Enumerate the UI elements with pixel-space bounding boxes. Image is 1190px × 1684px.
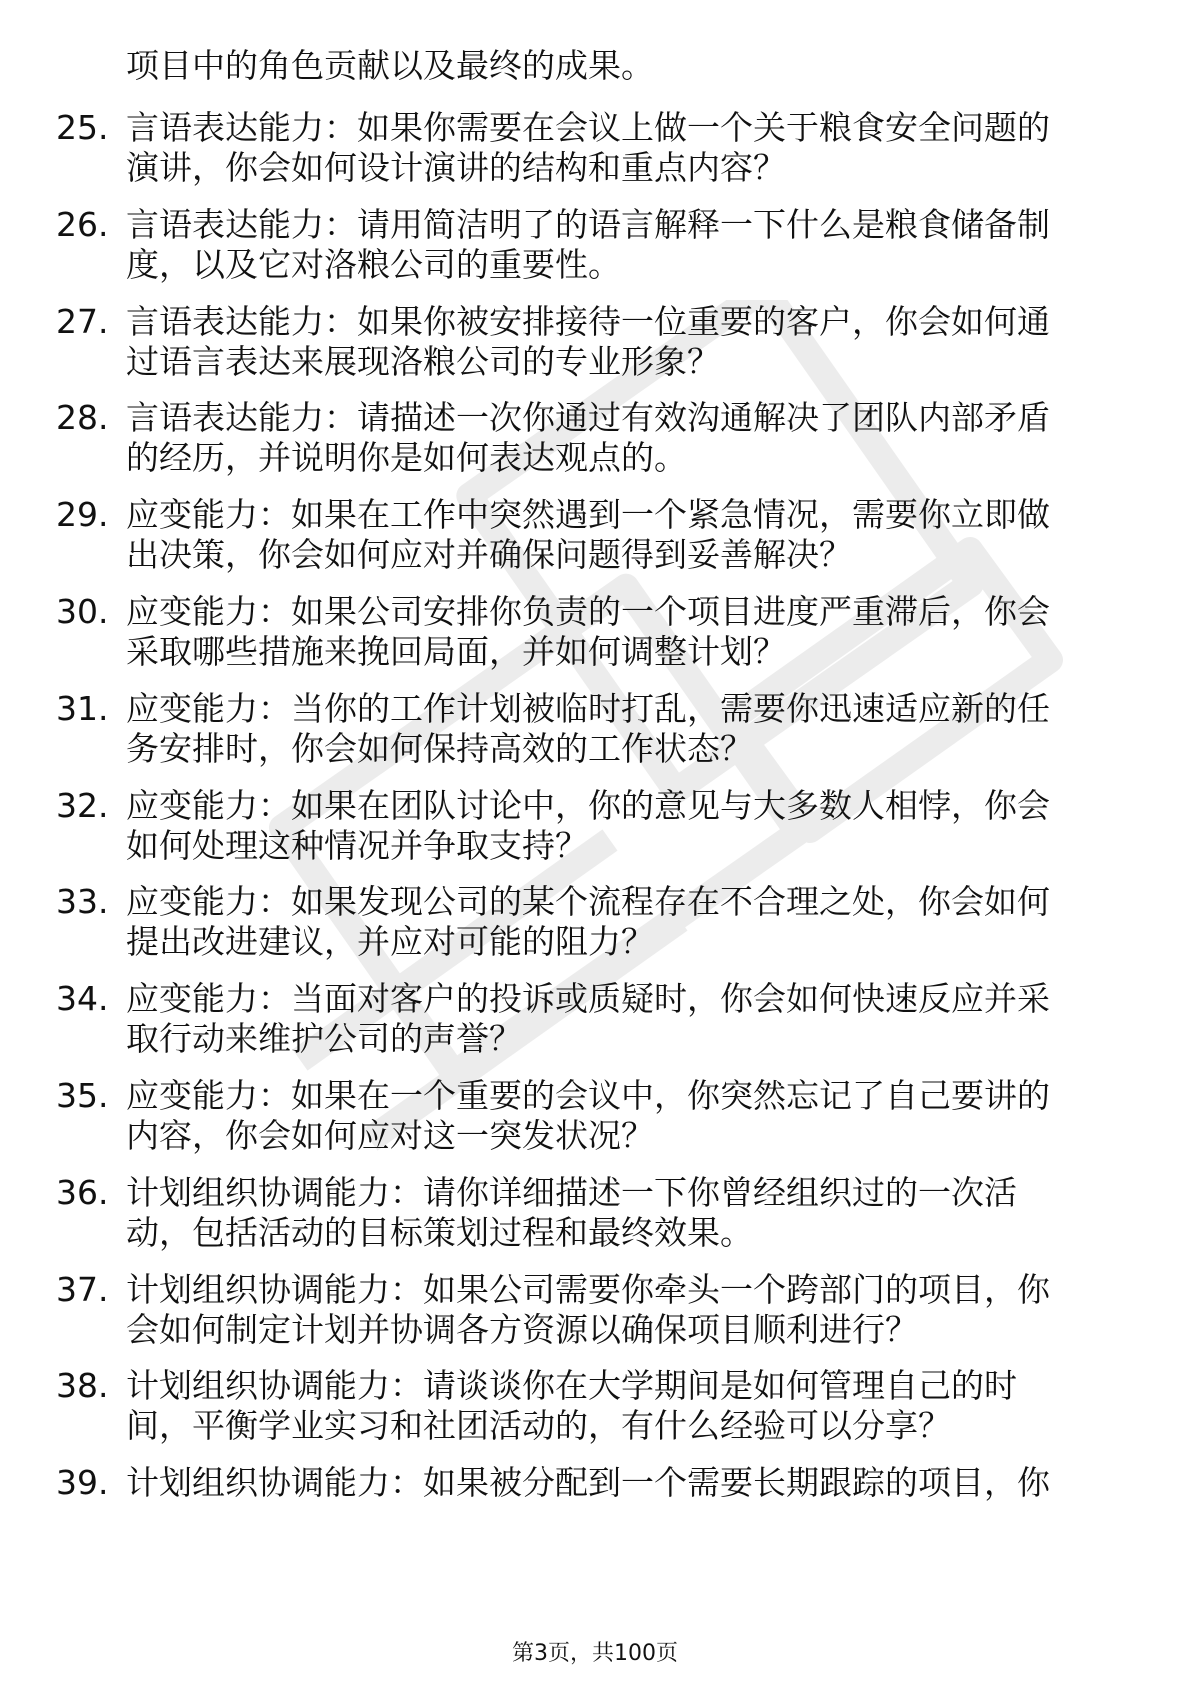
item-text-line-2: 内容，你会如何应对这一突发状况？	[126, 1116, 654, 1155]
item-text-line-1: 应变能力：如果在工作中突然遇到一个紧急情况，需要你立即做	[126, 495, 1050, 535]
item-text-line-1: 计划组织协调能力：如果被分配到一个需要长期跟踪的项目，你	[126, 1463, 1050, 1503]
page-footer: 第3页，共100页	[512, 1641, 678, 1666]
item-number: 34.	[56, 979, 109, 1019]
item-text-line-2: 务安排时，你会如何保持高效的工作状态？	[126, 728, 753, 768]
item-number: 36.	[56, 1172, 109, 1212]
item-number: 38.	[56, 1366, 109, 1406]
item-text-line-1: 计划组织协调能力：如果公司需要你牵头一个跨部门的项目，你	[126, 1269, 1050, 1309]
item-text-line-2: 演讲，你会如何设计演讲的结构和重点内容？	[126, 148, 786, 187]
item-text-line-2: 会如何制定计划并协调各方资源以确保项目顺利进行？	[126, 1309, 918, 1349]
item-number: 31.	[56, 688, 109, 728]
item-number: 29.	[56, 495, 109, 535]
item-text-line-2: 取行动来维护公司的声誉？	[126, 1019, 522, 1059]
item-text-line-2: 如何处理这种情况并争取支持？	[126, 825, 588, 865]
item-text-line-1: 应变能力：当面对客户的投诉或质疑时，你会如何快速反应并采	[126, 979, 1050, 1019]
item-number: 39.	[56, 1463, 109, 1503]
item-number: 37.	[56, 1269, 109, 1309]
item-text-line-1: 言语表达能力：如果你需要在会议上做一个关于粮食安全问题的	[126, 108, 1050, 147]
item-text-line-1: 言语表达能力：如果你被安排接待一位重要的客户，你会如何通	[126, 301, 1050, 341]
item-number: 28.	[56, 398, 109, 438]
item-text-line-2: 采取哪些措施来挽回局面，并如何调整计划？	[126, 632, 786, 671]
item-text-line-2: 出决策，你会如何应对并确保问题得到妥善解决？	[126, 535, 852, 575]
item-text-line-2: 间，平衡学业实习和社团活动的，有什么经验可以分享？	[126, 1406, 951, 1446]
item-text-line-1: 应变能力：当你的工作计划被临时打乱，需要你迅速适应新的任	[126, 688, 1050, 728]
item-text-line-1: 应变能力：如果在一个重要的会议中，你突然忘记了自己要讲的	[126, 1076, 1050, 1115]
continued-text: 项目中的角色贡献以及最终的成果。	[126, 46, 654, 85]
item-text-line-1: 言语表达能力：请用简洁明了的语言解释一下什么是粮食储备制	[126, 204, 1050, 244]
item-number: 32.	[56, 785, 109, 825]
item-text-line-2: 度，以及它对洛粮公司的重要性。	[126, 244, 621, 284]
item-number: 35.	[56, 1076, 109, 1115]
item-text-line-2: 动，包括活动的目标策划过程和最终效果。	[126, 1212, 753, 1252]
item-text-line-1: 应变能力：如果在团队讨论中，你的意见与大多数人相悖，你会	[126, 785, 1050, 825]
item-text-line-1: 计划组织协调能力：请你详细描述一下你曾经组织过的一次活	[126, 1172, 1017, 1212]
item-text-line-2: 过语言表达来展现洛粮公司的专业形象？	[126, 341, 720, 381]
item-text-line-1: 应变能力：如果公司安排你负责的一个项目进度严重滞后，你会	[126, 592, 1050, 631]
item-number: 26.	[56, 204, 109, 244]
item-number: 27.	[56, 301, 109, 341]
item-text-line-2: 的经历，并说明你是如何表达观点的。	[126, 438, 687, 478]
item-number: 25.	[56, 108, 109, 147]
item-text-line-1: 计划组织协调能力：请谈谈你在大学期间是如何管理自己的时	[126, 1366, 1017, 1406]
item-number: 30.	[56, 592, 109, 631]
item-text-line-2: 提出改进建议，并应对可能的阻力？	[126, 922, 654, 962]
item-number: 33.	[56, 882, 109, 922]
item-text-line-1: 言语表达能力：请描述一次你通过有效沟通解决了团队内部矛盾	[126, 398, 1050, 438]
item-text-line-1: 应变能力：如果发现公司的某个流程存在不合理之处，你会如何	[126, 882, 1050, 922]
